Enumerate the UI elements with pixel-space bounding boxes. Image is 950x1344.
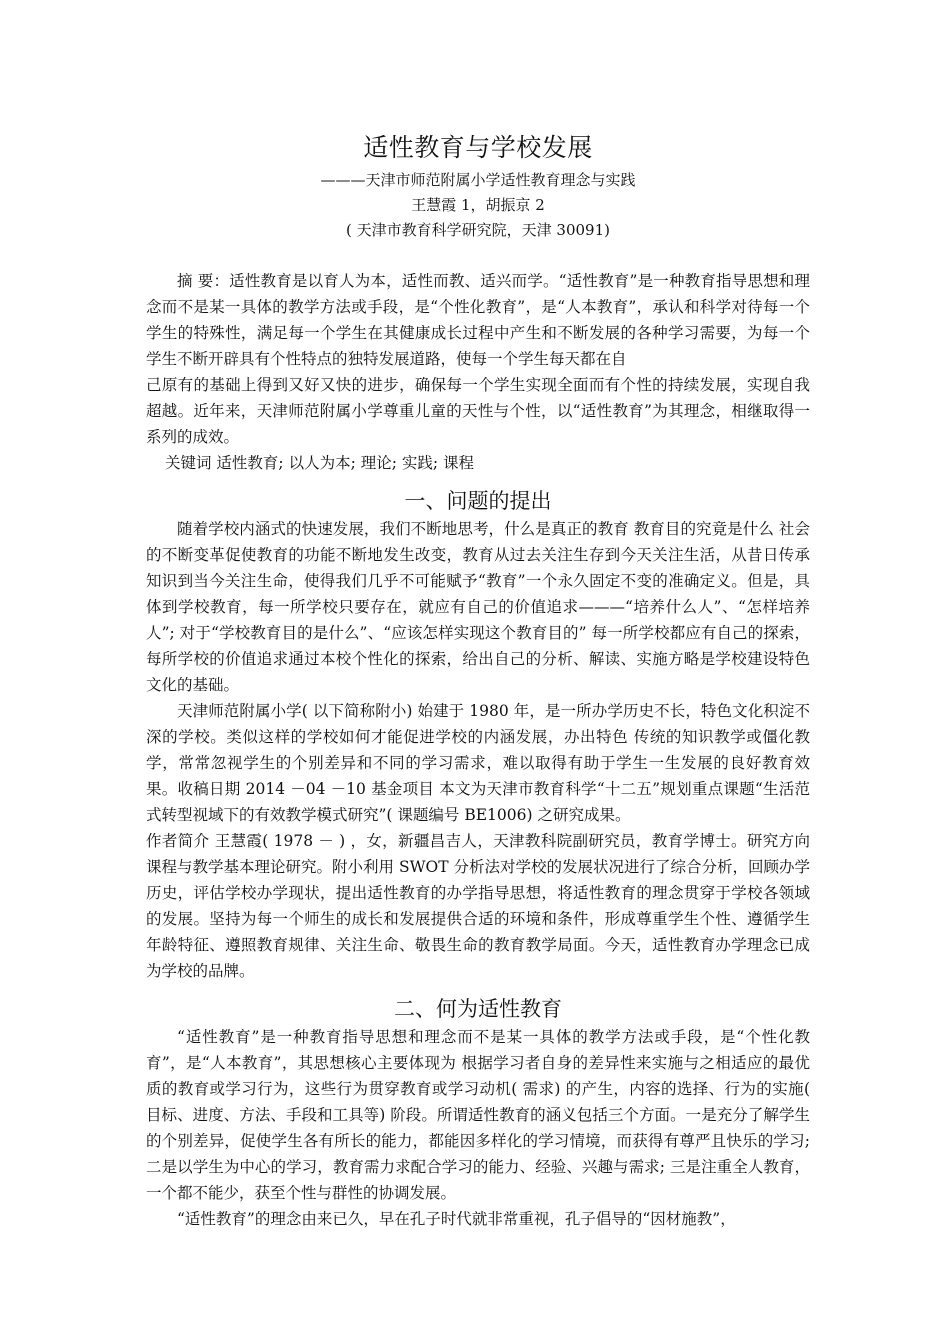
abstract-paragraph: 摘 要：适性教育是以育人为本，适性而教、适兴而学。“适性教育”是一种教育指导思想和理念而不是某一具体的教学方法或手段，是“个性化教育”，是“人本教育”，承认和科学对待每一个学生的特殊性，满足每一个学生在其健康成长过程中产生和不断发展的各种学习需要，为每一个学生不断开辟具有个性特点的独特发展道路，使每一个学生每天都在自 [146, 272, 810, 368]
keywords: 关键词 适性教育; 以人为本; 理论; 实践; 课程 [165, 454, 475, 472]
paper-authors: 王慧霞 1，胡振京 2 [411, 196, 545, 214]
section-2 [146, 994, 810, 1232]
section-1 [146, 486, 810, 984]
body-paragraph: “适性教育”的理念由来已久，早在孔子时代就非常重视，孔子倡导的“因材施教”， [177, 1210, 736, 1228]
paper-subtitle: ———天津市师范附属小学适性教育理念与实践 [320, 171, 636, 189]
section-heading: 二、何为适性教育 [394, 997, 562, 1021]
paper-title: 适性教育与学校发展 [363, 133, 593, 162]
section-heading: 一、问题的提出 [404, 489, 552, 513]
body-paragraph: 随着学校内涵式的快速发展，我们不断地思考，什么是真正的教育 教育目的究竟是什么 社会的不断变革促使教育的功能不断地发生改变，教育从过去关注生存到今天关注生活，从昔日传承知识到当今关注生命，使得我们几乎不可能赋予“教育”一个永久固定不变的准确定义。但是，具体到学校教育，每一所学校只要存在，就应有自己的价值追求———“培养什么人”、“怎样培养人”; 对于“学校教育目的是什么”、“应该怎样实现这个教育目的” 每一所学校都应有自己的探索，每所学校的价值追求通过本校个性化的探索，给出自己的分析、解读、实施方略是学校建设特色文化的基础。 [146, 520, 810, 694]
body-paragraph: 天津师范附属小学( 以下简称附小) 始建于 1980 年，是一所办学历史不长，特色文化积淀不深的学校。类似这样的学校如何才能促进学校的内涵发展，办出特色 传统的知识教学或僵化教学，常常忽视学生的个别差异和不同的学习需求，难以取得有助于学生一生发展的良好教育效果。收稿日期 2014 －04 －10 基金项目 本文为天津市教育科学“十二五”规划重点课题“生活范式转型视域下的有效教学模式研究”( 课题编号 BE1006) 之研究成果。 [146, 702, 810, 824]
paper-affiliation: ( 天津市教育科学研究院，天津 30091) [346, 221, 610, 239]
body-paragraph: “适性教育”是一种教育指导思想和理念而不是某一具体的教学方法或手段，是“个性化教育”，是“人本教育”，其思想核心主要体现为 根据学习者自身的差异性来实施与之相适应的最优质的教育或学习行为，这些行为贯穿教育或学习动机( 需求) 的产生，内容的选择、行为的实施( 目标、进度、方法、手段和工具等) 阶段。所谓适性教育的涵义包括三个方面。一是充分了解学生的个别差异，促使学生各有所长的能力，都能因多样化的学习情境，而获得有尊严且快乐的学习; 二是以学生为中心的学习，教育需力求配合学习的能力、经验、兴趣与需求; 三是注重全人教育，一个都不能少，获至个性与群性的协调发展。 [146, 1028, 810, 1202]
paper-page [146, 128, 810, 1232]
spacer [146, 243, 810, 268]
abstract-paragraph-continued: 己原有的基础上得到又好又快的进步，确保每一个学生实现全面而有个性的持续发展，实现自我超越。近年来，天津师范附属小学尊重儿童的天性与个性，以“适性教育”为其理念，相继取得一系列的成效。 [146, 376, 810, 446]
abstract [146, 268, 810, 450]
author-note-paragraph: 作者简介 王慧霞( 1978 － ) ，女，新疆昌吉人，天津教科院副研究员，教育学博士。研究方向课程与教学基本理论研究。附小利用 SWOT 分析法对学校的发展状况进行了综合分析，回顾办学历史，评估学校办学现状，提出适性教育的办学指导思想，将适性教育的理念贯穿于学校各领域的发展。坚持为每一个师生的成长和发展提供合适的环境和条件，形成尊重学生个性、遵循学生年龄特征、遵照教育规律、关注生命、敬畏生命的教育教学局面。今天，适性教育办学理念已成为学校的品牌。 [146, 832, 810, 980]
